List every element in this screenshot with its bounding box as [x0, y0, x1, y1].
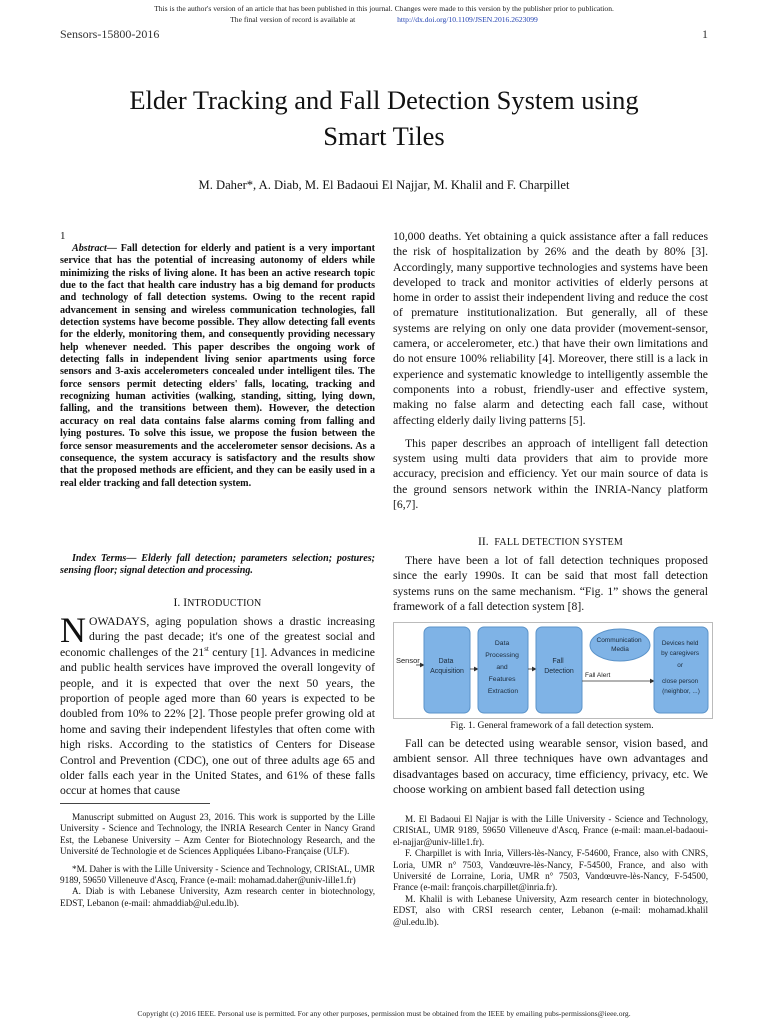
- abstract-dash: —: [106, 243, 117, 254]
- intro-superscript: st: [204, 644, 209, 653]
- paragraph-approach: This paper describes an approach of intelligent fall detection system using multi data providers that aim to provide more accuracy, precision and efficiency. Yet our main source of data is the ground sensors network within the INRIA-Nancy platform [6,7].: [393, 436, 708, 512]
- fall-alert-label: Fall Alert: [585, 672, 611, 679]
- author-list: M. Daher*, A. Diab, M. El Badaoui El Najjar, M. Khalil and F. Charpillet: [198, 178, 570, 192]
- right-column-text: [393, 229, 708, 512]
- footnotes-right: [393, 814, 708, 928]
- footnote-spacer-right: [393, 803, 708, 804]
- running-header: Sensors-15800-2016: [60, 27, 160, 41]
- intro-text-b: century [1]. Advances in medicine and public health services have improved the overall longevity of people, and it is expected that over the next 50 years, the proportion of people aged more than 60 years is expected to be doubled from 10% to 22% [2]. Those people prefer growing old at home and saving their independent lifestyles that often come with high risks. According to the statistics of Centers for Disease Control and Prevention (CDC), one out of three adults age 65 and older falls each year in the United States, and 61% of these falls occur at homes that cause: [60, 645, 375, 798]
- section-1-number: I.: [173, 596, 181, 609]
- paragraph-framework: [393, 553, 708, 614]
- data-acquisition-label: Data Acquisition: [430, 658, 464, 675]
- paragraph-continued: 10,000 deaths. Yet obtaining a quick assistance after a fall reduces the risk of hospitalization by 26% and the death by 80% [3]. Accordingly, many supportive technologies and systems have been developed to track and monitor activities of elderly persons at home in order to assist their independent living and reduce the cost of premature institutionalization. But generally, all of these systems are relying on only one data provider (movement-sensor, camera, or accelerometer, etc.) that have their own limitations and do not ensure 100% reliability [4]. Moreover, there still is a lack in experience and systematic knowledge to intelligently assemble the components into a robust, friendly-user and effective system, making no false alarm and detecting each fall case, without affecting elderly daily living patterns [5].: [393, 230, 708, 427]
- devices-label: Devices held by caregivers or close person (neighbor, ...): [661, 640, 700, 695]
- footnote-daher: *M. Daher is with the Lille University - Science and Technology, CRIStAL, UMR 9189, 59650 Villeneuve d'Ascq, France (e-mail: mohamad.daher@univ-lille1.fr): [60, 863, 376, 886]
- copyright-notice: Copyright (c) 2016 IEEE. Personal use is permitted. For any other purposes, permission must be obtained from the IEEE by emailing pubs-permissions@ieee.org.: [137, 1009, 631, 1018]
- stray-number: 1: [60, 230, 66, 242]
- page-number: 1: [702, 27, 708, 41]
- paragraph-framework-text: There have been a lot of fall detection techniques proposed since the early 1990s. It can be said that most fall detection systems runs on the same mechanism. “Fig. 1” shows the general framework of a fall detection system [8].: [393, 554, 708, 613]
- index-terms: Index Terms— Elderly fall detection; parameters selection; postures; sensing floor; signal detection and processing.: [60, 553, 375, 577]
- paragraph-ambient: [393, 736, 708, 797]
- paragraph-ambient-text: Fall can be detected using wearable sensor, vision based, and ambient sensor. All three techniques have own advantages and disadvantages based on accuracy, time efficiency, privacy, etc. We choose working on ambient based fall detection using: [393, 737, 708, 796]
- figure-1-caption: Fig. 1. General framework of a fall detection system.: [450, 720, 654, 731]
- notice-final-version: The final version of record is available at: [230, 15, 356, 24]
- section-2-number: II.: [477, 535, 489, 548]
- abstract-body: Fall detection for elderly and patient is a very important service that has the potential of increasing autonomy of elders while minimizing the risks of living alone. It has been an active research topic due to the fact that health care industry has a big demand for products and technology of fall detection systems. Owing to the recent rapid advancement in sensing and wireless communication technologies, fall detection systems have become possible. They allow detecting fall events for the elderly, monitoring them, and consequently providing necessary help whenever needed. This paper describes the ongoing work of detecting falls in independent living senior apartments using force sensors and 3-axis accelerometers concealed under intelligent tiles. The force sensors permit detecting elders' falls, locating, tracking and recognizing human activities (walking, standing, sitting, lying down, falling, and the transitions between them). However, the detection accuracy on real data contains false alarms coming from falling and lying postures. To solve this issue, we propose the fusion between the force sensor measurements and the accelerometer sensor decisions. As a consequence, the system accuracy is satisfactory and the results show that the proposed methods are efficient, and they can be easily used in a real elder tracking and fall detection system.: [60, 243, 375, 489]
- section-2-title: FALL DETECTION SYSTEM: [494, 537, 624, 548]
- fall-detection-label: Fall Detection: [544, 658, 574, 675]
- footnote-charpillet: F. Charpillet is with Inria, Villers-lès-Nancy, F-54600, France, also with CNRS, Loria, UMR n° 7503, Vandœuvre-lès-Nancy, F-54500, France, and also with Université de Lorraine, Loria, UMR n° 7503, Vandœuvre-lès-Nancy, F-54500, France (e-mail: françois.charpillet@inria.fr).: [393, 848, 708, 893]
- communication-media-label: Communication Media: [596, 637, 642, 653]
- doi-link[interactable]: http://dx.doi.org/10.1109/JSEN.2016.2623099: [397, 15, 538, 24]
- footnote-rule-left: [60, 803, 210, 804]
- communication-media-ellipse: [590, 629, 650, 661]
- title-line-2: Smart Tiles: [323, 121, 445, 151]
- abstract-lead: Abstract: [72, 243, 107, 254]
- intro-text-a: OWADAYS, aging population shows a drastic increasing during the past decade; it's one of the greatest social and economic challenges of the 21: [60, 615, 375, 659]
- figure-1-diagram: [394, 623, 712, 718]
- footnote-khalil: M. Khalil is with Lebanese University, Azm research center in biotechnology, EDST, also with CRSI research center, Lebanon (e-mail: mohamad.khalil @ul.edu.lb).: [393, 893, 708, 927]
- publisher-notice: [0, 3, 768, 25]
- notice-line-2: [0, 14, 768, 25]
- footnote-diab: A. Diab is with Lebanese University, Azm research center in biotechnology, EDST, Lebanon (e-mail: ahmaddiab@ul.edu.lb).: [60, 886, 375, 908]
- footnotes-left: [60, 812, 375, 909]
- notice-line-1: This is the author's version of an article that has been published in this journal. Changes were made to this version by the publisher prior to publication.: [154, 4, 614, 13]
- section-1-first-letter: I: [183, 596, 188, 609]
- paper-title: [60, 82, 708, 154]
- footnote-manuscript: Manuscript submitted on August 23, 2016. This work is supported by the Lille University - Science and Technology, the INRIA Research Center in Nancy Grand Est, the Lebanese University – Azm Center for Biotechnology Research, and the Université de Technologie et de Sciences Appliquées Libano-Française (ULF).: [60, 812, 375, 857]
- abstract: [60, 243, 375, 490]
- processing-label: Data Processing and Features Extraction: [485, 640, 519, 695]
- figure-1: [393, 622, 713, 719]
- sensor-label: Sensor: [396, 656, 420, 665]
- footnote-el-najjar: M. El Badaoui El Najjar is with the Lille University - Science and Technology, CRIStAL, UMR 9189, 59650 Villeneuve d'Ascq, France (e-mail: maan.el-badaoui-el-najjar@univ-lille1.fr).: [393, 814, 708, 847]
- section-heading-fall-detection: [393, 535, 708, 550]
- introduction-paragraph: [60, 610, 375, 799]
- title-line-1: Elder Tracking and Fall Detection System using: [129, 85, 639, 115]
- section-1-rest: NTRODUCTION: [187, 598, 262, 609]
- section-heading-introduction: [60, 596, 375, 611]
- drop-cap: N: [60, 610, 86, 650]
